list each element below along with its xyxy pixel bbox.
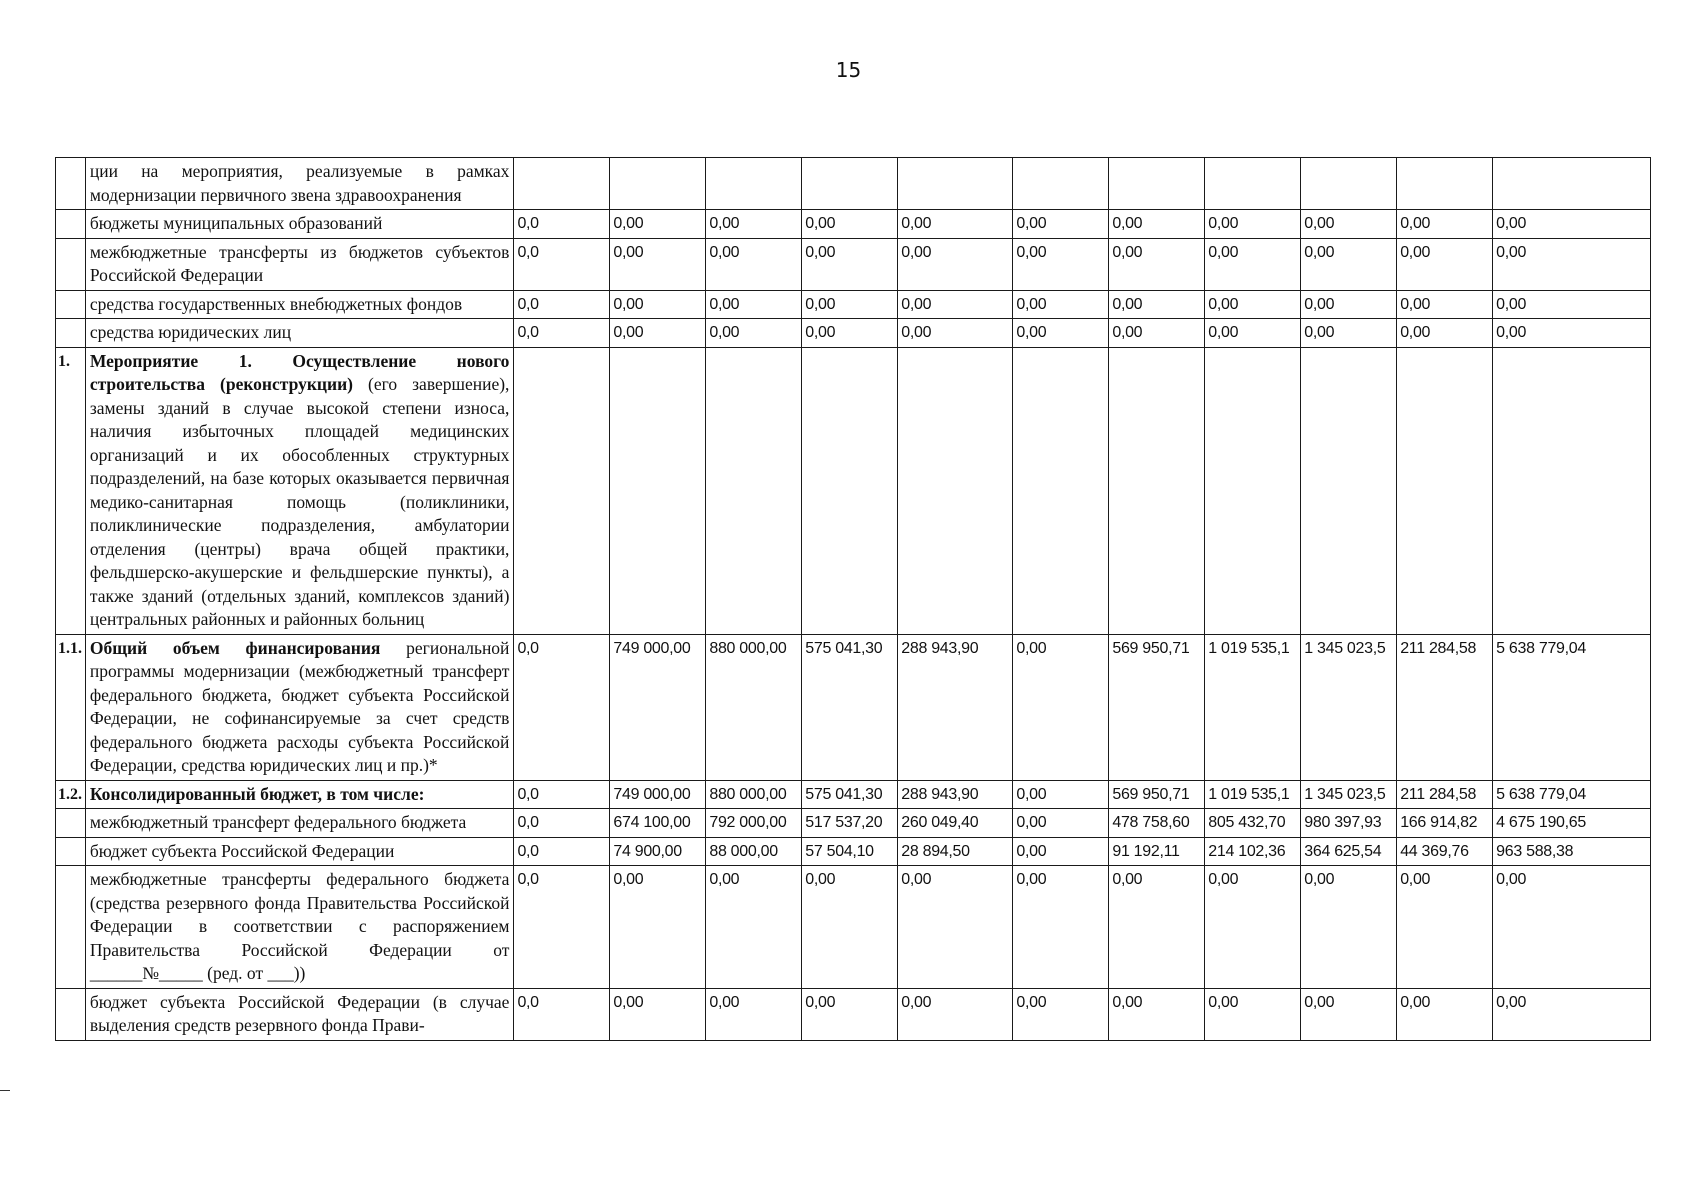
value-cell: 0,00 — [898, 210, 1013, 239]
value-cell: 674 100,00 — [610, 809, 706, 838]
value-cell: 0,00 — [1109, 238, 1205, 290]
value-cell: 963 588,38 — [1493, 837, 1651, 866]
value-cell: 0,00 — [1205, 290, 1301, 319]
value-cell: 0,00 — [1397, 210, 1493, 239]
value-cell: 0,00 — [802, 210, 898, 239]
value-cell: 0,00 — [898, 988, 1013, 1040]
value-cell: 0,00 — [1109, 290, 1205, 319]
value-cell — [1301, 158, 1397, 210]
table-row — [56, 319, 1651, 348]
value-cell: 0,0 — [514, 210, 610, 239]
value-cell: 0,00 — [1013, 290, 1109, 319]
value-cell: 0,00 — [610, 988, 706, 1040]
value-cell: 0,00 — [1205, 988, 1301, 1040]
value-cell: 0,00 — [1301, 866, 1397, 989]
row-description-text: (его завершение), замены зданий в случае высокой степени износа, наличия избыточных площадей медицинских организаций и их обособленных структурных подразделений, на базе которых оказывается первичная медико-санитарная помощь (поликлиники, поликлинические подразделения, амбулатории отделения (центры) врача общей практики, фельдшерско-акушерские и фельдшерские пункты), а также зданий (отдельных зданий, комплексов зданий) центральных районных и районных больниц — [89, 374, 510, 629]
row-index: 1.1. — [56, 634, 86, 780]
value-cell — [1205, 347, 1301, 634]
value-cell: 0,00 — [1013, 319, 1109, 348]
value-cell: 880 000,00 — [706, 634, 802, 780]
value-cell: 0,00 — [802, 866, 898, 989]
row-description-text: средства государственных внебюджетных фондов — [89, 293, 463, 314]
value-cell: 0,00 — [706, 866, 802, 989]
value-cell: 0,0 — [514, 988, 610, 1040]
table-row — [56, 238, 1651, 290]
value-cell: 569 950,71 — [1109, 780, 1205, 809]
value-cell: 0,0 — [514, 837, 610, 866]
value-cell: 0,00 — [706, 319, 802, 348]
row-description-bold: Мероприятие 1. Осуществление нового строительства (реконструкции) — [89, 350, 510, 394]
value-cell: 0,0 — [514, 634, 610, 780]
row-index — [56, 290, 86, 319]
value-cell: 0,00 — [1013, 866, 1109, 989]
value-cell: 0,00 — [1109, 988, 1205, 1040]
value-cell — [514, 158, 610, 210]
value-cell: 0,00 — [1205, 238, 1301, 290]
value-cell: 0,00 — [898, 319, 1013, 348]
table-row — [56, 866, 1651, 989]
value-cell: 0,00 — [1397, 238, 1493, 290]
value-cell: 0,00 — [610, 210, 706, 239]
value-cell: 0,00 — [1397, 988, 1493, 1040]
row-description — [85, 158, 514, 210]
value-cell: 478 758,60 — [1109, 809, 1205, 838]
value-cell: 44 369,76 — [1397, 837, 1493, 866]
value-cell: 0,00 — [1397, 866, 1493, 989]
row-description — [85, 780, 514, 809]
value-cell — [610, 158, 706, 210]
row-description-text: межбюджетный трансферт федерального бюджета — [89, 812, 467, 832]
value-cell: 0,00 — [1205, 866, 1301, 989]
row-index — [56, 837, 86, 866]
value-cell: 0,00 — [802, 988, 898, 1040]
row-description — [85, 837, 514, 866]
value-cell: 28 894,50 — [898, 837, 1013, 866]
table-row — [56, 290, 1651, 319]
value-cell: 0,00 — [898, 866, 1013, 989]
value-cell: 0,00 — [1013, 210, 1109, 239]
value-cell: 0,00 — [1301, 210, 1397, 239]
row-description — [85, 809, 514, 838]
value-cell: 0,00 — [802, 319, 898, 348]
value-cell: 211 284,58 — [1397, 780, 1493, 809]
value-cell: 0,00 — [1013, 634, 1109, 780]
value-cell: 0,00 — [706, 290, 802, 319]
value-cell: 0,0 — [514, 866, 610, 989]
value-cell: 575 041,30 — [802, 780, 898, 809]
value-cell: 0,00 — [802, 290, 898, 319]
value-cell: 0,00 — [706, 238, 802, 290]
value-cell: 57 504,10 — [802, 837, 898, 866]
value-cell: 1 019 535,1 — [1205, 634, 1301, 780]
value-cell: 0,00 — [1493, 988, 1651, 1040]
value-cell: 0,0 — [514, 238, 610, 290]
row-description-bold: Общий объем финансирования — [89, 637, 381, 658]
row-index: 1.2. — [56, 780, 86, 809]
value-cell — [1205, 158, 1301, 210]
value-cell — [610, 347, 706, 634]
value-cell: 517 537,20 — [802, 809, 898, 838]
row-index — [56, 319, 86, 348]
row-index — [56, 809, 86, 838]
value-cell: 4 675 190,65 — [1493, 809, 1651, 838]
value-cell: 5 638 779,04 — [1493, 634, 1651, 780]
row-description — [85, 238, 514, 290]
row-index — [56, 158, 86, 210]
value-cell: 0,00 — [706, 988, 802, 1040]
value-cell: 805 432,70 — [1205, 809, 1301, 838]
value-cell — [514, 347, 610, 634]
value-cell — [1109, 347, 1205, 634]
value-cell: 0,00 — [706, 210, 802, 239]
value-cell: 0,00 — [1109, 866, 1205, 989]
financing-table — [55, 157, 1651, 1041]
value-cell: 214 102,36 — [1205, 837, 1301, 866]
value-cell: 0,00 — [1493, 238, 1651, 290]
row-description-text: бюджеты муниципальных образований — [89, 213, 383, 233]
value-cell — [1493, 347, 1651, 634]
row-description — [85, 347, 514, 634]
value-cell: 211 284,58 — [1397, 634, 1493, 780]
value-cell: 288 943,90 — [898, 634, 1013, 780]
row-index — [56, 988, 86, 1040]
value-cell: 0,00 — [1493, 319, 1651, 348]
page-number: 15 — [835, 58, 862, 82]
value-cell: 0,0 — [514, 319, 610, 348]
value-cell: 74 900,00 — [610, 837, 706, 866]
value-cell: 792 000,00 — [706, 809, 802, 838]
value-cell: 0,00 — [1013, 780, 1109, 809]
row-index — [56, 866, 86, 989]
value-cell: 0,00 — [1109, 210, 1205, 239]
row-description-text: средства юридических лиц — [89, 322, 292, 342]
value-cell — [1397, 347, 1493, 634]
value-cell — [1397, 158, 1493, 210]
value-cell — [1301, 347, 1397, 634]
value-cell: 0,00 — [1493, 290, 1651, 319]
row-description-text: межбюджетные трансферты из бюджетов субъектов Российской Федерации — [89, 241, 510, 285]
value-cell: 288 943,90 — [898, 780, 1013, 809]
value-cell: 0,00 — [1301, 988, 1397, 1040]
value-cell: 0,00 — [1109, 319, 1205, 348]
value-cell: 0,00 — [1301, 238, 1397, 290]
value-cell: 5 638 779,04 — [1493, 780, 1651, 809]
row-description — [85, 290, 514, 319]
value-cell: 980 397,93 — [1301, 809, 1397, 838]
value-cell: 1 019 535,1 — [1205, 780, 1301, 809]
value-cell: 0,00 — [610, 290, 706, 319]
value-cell: 0,00 — [1301, 290, 1397, 319]
value-cell: 575 041,30 — [802, 634, 898, 780]
row-index — [56, 210, 86, 239]
value-cell — [1013, 158, 1109, 210]
value-cell: 1 345 023,5 — [1301, 634, 1397, 780]
table-row — [56, 158, 1651, 210]
value-cell: 0,0 — [514, 809, 610, 838]
value-cell — [802, 158, 898, 210]
table-row — [56, 210, 1651, 239]
edge-mark — [0, 1090, 10, 1091]
value-cell — [706, 347, 802, 634]
value-cell: 0,00 — [1013, 809, 1109, 838]
value-cell: 0,00 — [1397, 290, 1493, 319]
row-description-text: ции на мероприятия, реализуемые в рамках модернизации первичного звена здравоохранения — [89, 161, 510, 205]
value-cell: 880 000,00 — [706, 780, 802, 809]
value-cell: 0,00 — [1013, 837, 1109, 866]
value-cell: 88 000,00 — [706, 837, 802, 866]
value-cell: 364 625,54 — [1301, 837, 1397, 866]
row-description — [85, 866, 514, 989]
value-cell: 0,00 — [1493, 210, 1651, 239]
value-cell: 0,00 — [1205, 210, 1301, 239]
value-cell: 0,0 — [514, 290, 610, 319]
table-row — [56, 780, 1651, 809]
row-index: 1. — [56, 347, 86, 634]
value-cell: 749 000,00 — [610, 634, 706, 780]
value-cell — [1493, 158, 1651, 210]
value-cell: 0,00 — [802, 238, 898, 290]
row-description-text: межбюджетные трансферты федерального бюджета (средства резервного фонда Правительства Российской Федерации в соответствии с распоряжением Правительства Российской Федерации от ______№_____ (ред. от ___)) — [89, 869, 510, 983]
row-index — [56, 238, 86, 290]
row-description-text: бюджет субъекта Российской Федерации (в случае выделения средств резервного фонда Прави- — [89, 991, 510, 1035]
value-cell: 749 000,00 — [610, 780, 706, 809]
value-cell: 0,00 — [610, 319, 706, 348]
value-cell — [898, 158, 1013, 210]
value-cell: 0,0 — [514, 780, 610, 809]
value-cell: 166 914,82 — [1397, 809, 1493, 838]
table-row — [56, 988, 1651, 1040]
row-description — [85, 210, 514, 239]
value-cell — [1109, 158, 1205, 210]
row-description — [85, 634, 514, 780]
table-row — [56, 634, 1651, 780]
row-description — [85, 319, 514, 348]
value-cell: 260 049,40 — [898, 809, 1013, 838]
table-row — [56, 347, 1651, 634]
value-cell: 0,00 — [1013, 238, 1109, 290]
table-row — [56, 837, 1651, 866]
value-cell: 0,00 — [1205, 319, 1301, 348]
row-description-text: региональной программы модернизации (межбюджетный трансферт федерального бюджета, бюджет субъекта Российской Федерации, не софинансируемые за счет средств федерального бюджета расходы субъекта Российской Федерации, средства юридических лиц и пр.)* — [89, 637, 510, 775]
value-cell: 0,00 — [898, 238, 1013, 290]
value-cell: 0,00 — [1397, 319, 1493, 348]
value-cell — [802, 347, 898, 634]
value-cell: 0,00 — [898, 290, 1013, 319]
row-description — [85, 988, 514, 1040]
value-cell: 0,00 — [1301, 319, 1397, 348]
value-cell: 91 192,11 — [1109, 837, 1205, 866]
value-cell — [1013, 347, 1109, 634]
row-description-text: бюджет субъекта Российской Федерации — [89, 840, 395, 861]
value-cell: 0,00 — [610, 866, 706, 989]
value-cell: 0,00 — [1493, 866, 1651, 989]
table-row — [56, 809, 1651, 838]
value-cell: 1 345 023,5 — [1301, 780, 1397, 809]
value-cell: 0,00 — [1013, 988, 1109, 1040]
value-cell: 569 950,71 — [1109, 634, 1205, 780]
value-cell: 0,00 — [610, 238, 706, 290]
row-description-bold: Консолидированный бюджет, в том числе: — [89, 783, 425, 804]
value-cell — [898, 347, 1013, 634]
value-cell — [706, 158, 802, 210]
